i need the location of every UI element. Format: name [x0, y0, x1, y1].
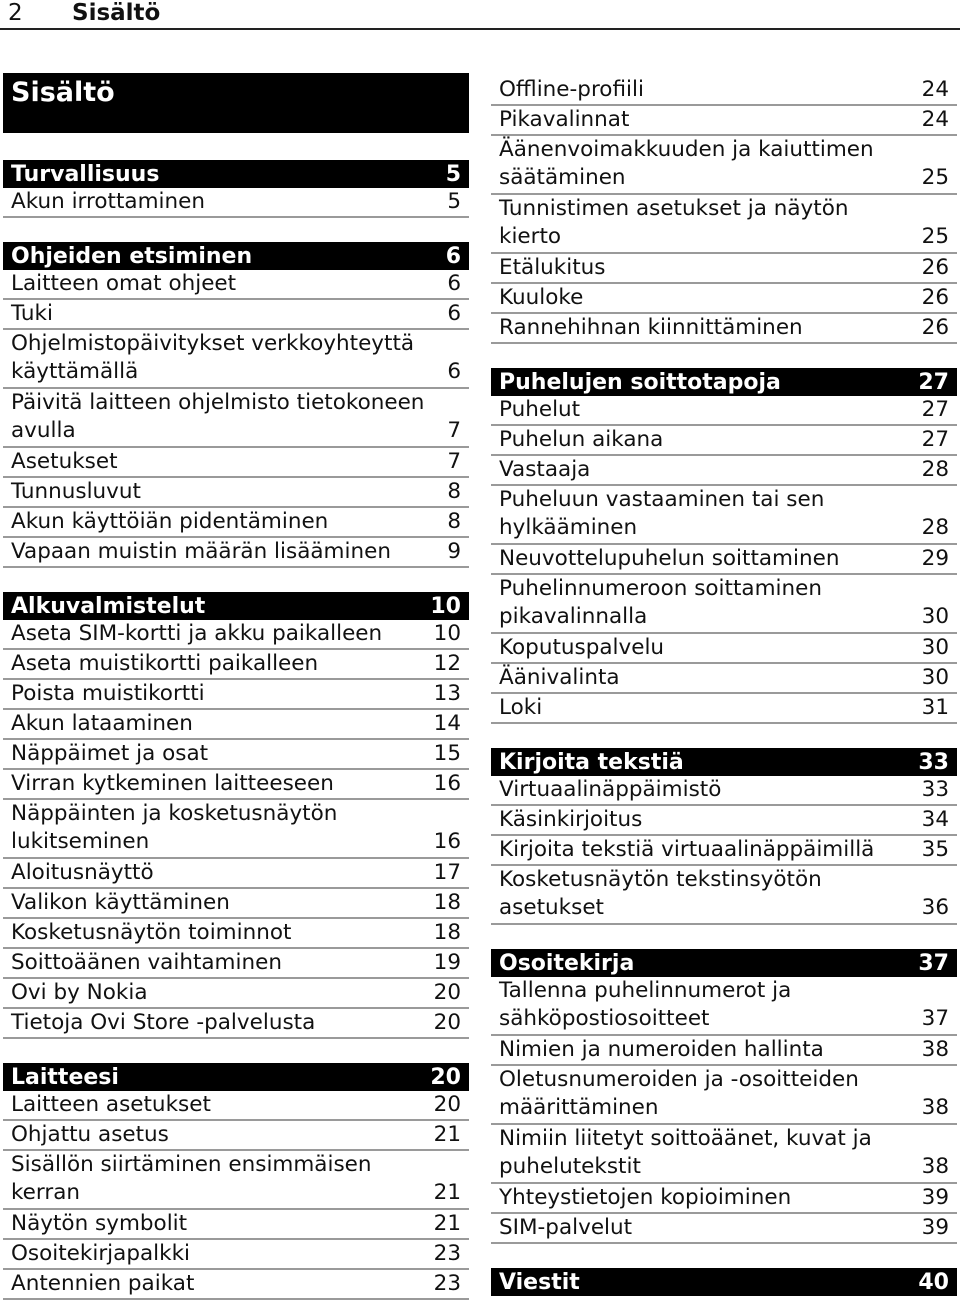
entry-title: Puhelinnumeroon soittaminen	[499, 576, 822, 601]
section-page-number: 6	[445, 243, 461, 269]
entry-page-number: 15	[433, 741, 461, 766]
toc-entry[interactable]	[491, 456, 957, 486]
toc-entry[interactable]	[3, 680, 469, 710]
toc-entry[interactable]	[491, 1066, 957, 1125]
toc-entry[interactable]	[491, 396, 957, 426]
entry-page-number: 38	[921, 1154, 949, 1179]
page-header	[0, 0, 960, 30]
toc-entry[interactable]	[3, 1240, 469, 1270]
entry-title-continued: lukitseminen	[11, 829, 150, 854]
entry-page-number: 6	[447, 301, 461, 326]
entry-title: Asetukset	[11, 449, 118, 474]
toc-entry[interactable]	[3, 270, 469, 300]
section-title: Kirjoita tekstiä	[499, 749, 684, 775]
entry-title-continued: avulla	[11, 418, 76, 443]
entry-title: SIM-palvelut	[499, 1215, 633, 1240]
entry-page-number: 18	[433, 890, 461, 915]
section-heading[interactable]	[491, 748, 957, 776]
entry-page-number: 31	[921, 695, 949, 720]
toc-entry[interactable]	[491, 1184, 957, 1214]
entry-title: Osoitekirjapalkki	[11, 1241, 190, 1266]
entry-page-number: 8	[447, 479, 461, 504]
entry-title-continued: kierto	[499, 224, 562, 249]
toc-entry[interactable]	[3, 389, 469, 448]
entry-page-number: 27	[921, 427, 949, 452]
entry-second-line	[499, 894, 949, 923]
entry-title: Akun käyttöiän pidentäminen	[11, 509, 329, 534]
toc-entry[interactable]	[491, 195, 957, 254]
toc-entry[interactable]	[491, 664, 957, 694]
entry-page-number: 38	[921, 1095, 949, 1120]
entry-page-number: 21	[433, 1122, 461, 1147]
toc-entry[interactable]	[491, 545, 957, 575]
entry-title: Aseta SIM-kortti ja akku paikalleen	[11, 621, 383, 646]
entry-title: Koputuspalvelu	[499, 635, 665, 660]
toc-entry[interactable]	[3, 800, 469, 859]
entry-title-continued: hylkääminen	[499, 515, 638, 540]
toc-entry[interactable]	[491, 634, 957, 664]
entry-title-continued: määrittäminen	[499, 1095, 659, 1120]
section-heading[interactable]	[491, 1268, 957, 1296]
toc-entry[interactable]	[491, 314, 957, 344]
entry-page-number: 14	[433, 711, 461, 736]
entry-page-number: 26	[921, 255, 949, 280]
entry-title: Soittoäänen vaihtaminen	[11, 950, 282, 975]
entry-page-number: 23	[433, 1241, 461, 1266]
section-title: Turvallisuus	[11, 161, 160, 187]
entry-second-line	[499, 1094, 949, 1123]
toc-entry[interactable]	[491, 776, 957, 806]
toc-entry[interactable]	[3, 1151, 469, 1210]
toc-entry[interactable]	[491, 977, 957, 1036]
entry-title-continued: sähköpostiosoitteet	[499, 1006, 710, 1031]
section-title: Puhelujen soittotapoja	[499, 369, 781, 395]
entry-title: Tunnusluvut	[11, 479, 141, 504]
entry-second-line	[499, 603, 949, 632]
section-heading[interactable]	[3, 160, 469, 188]
entry-title: Tallenna puhelinnumerot ja	[499, 978, 792, 1003]
entry-title: Virtuaalinäppäimistö	[499, 777, 722, 802]
entry-page-number: 28	[921, 515, 949, 540]
entry-title: Tunnistimen asetukset ja näytön	[499, 196, 849, 221]
entry-title: Puheluun vastaaminen tai sen	[499, 487, 825, 512]
toc-column-left	[3, 160, 469, 1300]
entry-title: Sisällön siirtäminen ensimmäisen	[11, 1152, 372, 1177]
entry-title: Neuvottelupuhelun soittaminen	[499, 546, 840, 571]
entry-second-line	[11, 358, 461, 387]
section-title: Osoitekirja	[499, 950, 635, 976]
entry-title: Vastaaja	[499, 457, 591, 482]
toc-entry[interactable]	[3, 949, 469, 979]
entry-second-line	[11, 417, 461, 446]
entry-title: Kuuloke	[499, 285, 584, 310]
toc-entry[interactable]	[491, 284, 957, 314]
toc-section	[491, 949, 957, 1244]
entry-page-number: 21	[433, 1211, 461, 1236]
entry-page-number: 33	[921, 777, 949, 802]
entry-page-number: 13	[433, 681, 461, 706]
toc-entry[interactable]	[491, 486, 957, 545]
page-number: 2	[8, 0, 23, 26]
section-heading[interactable]	[3, 1063, 469, 1091]
toc-entry[interactable]	[3, 650, 469, 680]
entry-page-number: 17	[433, 860, 461, 885]
entry-title: Oletusnumeroiden ja -osoitteiden	[499, 1067, 859, 1092]
entry-title: Ovi by Nokia	[11, 980, 148, 1005]
toc-entry[interactable]	[3, 1210, 469, 1240]
entry-second-line	[499, 1153, 949, 1182]
entry-title: Kosketusnäytön tekstinsyötön	[499, 867, 822, 892]
entry-page-number: 21	[433, 1180, 461, 1205]
entry-title: Etälukitus	[499, 255, 606, 280]
entry-page-number: 24	[921, 107, 949, 132]
entry-page-number: 26	[921, 285, 949, 310]
toc-entry[interactable]	[3, 448, 469, 478]
entry-page-number: 30	[921, 604, 949, 629]
entry-page-number: 18	[433, 920, 461, 945]
toc-title: Sisältö	[11, 77, 115, 108]
entry-title: Näytön symbolit	[11, 1211, 188, 1236]
entry-second-line	[11, 1179, 461, 1208]
entry-page-number: 26	[921, 315, 949, 340]
entry-title: Nimien ja numeroiden hallinta	[499, 1037, 824, 1062]
entry-title-continued: pikavalinnalla	[499, 604, 648, 629]
entry-title-continued: kerran	[11, 1180, 81, 1205]
entry-title: Pikavalinnat	[499, 107, 630, 132]
entry-page-number: 6	[447, 271, 461, 296]
entry-page-number: 23	[433, 1271, 461, 1296]
entry-page-number: 10	[433, 621, 461, 646]
entry-page-number: 25	[921, 165, 949, 190]
entry-second-line	[499, 1005, 949, 1034]
section-page-number: 33	[918, 749, 949, 775]
toc-entry[interactable]	[3, 478, 469, 508]
toc-entry[interactable]	[3, 859, 469, 889]
entry-page-number: 7	[447, 449, 461, 474]
entry-title: Loki	[499, 695, 543, 720]
entry-title: Poista muistikortti	[11, 681, 205, 706]
toc-entry[interactable]	[3, 740, 469, 770]
toc-entry[interactable]	[3, 188, 469, 218]
entry-page-number: 20	[433, 1010, 461, 1035]
entry-second-line	[499, 164, 949, 193]
toc-entry[interactable]	[3, 919, 469, 949]
section-page-number: 37	[918, 950, 949, 976]
entry-title: Nimiin liitetyt soittoäänet, kuvat ja	[499, 1126, 872, 1151]
entry-page-number: 37	[921, 1006, 949, 1031]
entry-title: Ohjelmistopäivitykset verkkoyhteyttä	[11, 331, 415, 356]
entry-title: Aloitusnäyttö	[11, 860, 154, 885]
entry-title: Virran kytkeminen laitteeseen	[11, 771, 334, 796]
entry-title-continued: puhelutekstit	[499, 1154, 641, 1179]
entry-title-continued: käyttämällä	[11, 359, 139, 384]
toc-entry[interactable]	[491, 254, 957, 284]
toc-entry[interactable]	[3, 889, 469, 919]
toc-title-bar	[3, 73, 469, 133]
entry-page-number: 7	[447, 418, 461, 443]
entry-title: Kosketusnäytön toiminnot	[11, 920, 292, 945]
toc-entry[interactable]	[491, 836, 957, 866]
entry-page-number: 5	[447, 189, 461, 214]
entry-title-continued: asetukset	[499, 895, 604, 920]
entry-title: Antennien paikat	[11, 1271, 195, 1296]
entry-page-number: 8	[447, 509, 461, 534]
entry-title: Aseta muistikortti paikalleen	[11, 651, 319, 676]
entry-title: Yhteystietojen kopioiminen	[499, 1185, 792, 1210]
entry-page-number: 16	[433, 829, 461, 854]
section-heading[interactable]	[3, 242, 469, 270]
entry-title: Äänenvoimakkuuden ja kaiuttimen	[499, 137, 874, 162]
toc-entry[interactable]	[3, 330, 469, 389]
section-title: Laitteesi	[11, 1064, 119, 1090]
toc-entry[interactable]	[3, 1009, 469, 1039]
toc-section	[3, 592, 469, 1039]
entry-page-number: 30	[921, 665, 949, 690]
entry-page-number: 29	[921, 546, 949, 571]
entry-page-number: 28	[921, 457, 949, 482]
section-title: Viestit	[499, 1269, 580, 1295]
section-page-number: 40	[918, 1269, 949, 1295]
toc-entry[interactable]	[3, 508, 469, 538]
toc-entry[interactable]	[491, 1036, 957, 1066]
toc-entry[interactable]	[3, 1270, 469, 1300]
entry-title: Akun irrottaminen	[11, 189, 205, 214]
entry-page-number: 38	[921, 1037, 949, 1062]
section-heading[interactable]	[491, 368, 957, 396]
entry-title: Vapaan muistin määrän lisääminen	[11, 539, 391, 564]
toc-section	[491, 76, 957, 344]
entry-page-number: 27	[921, 397, 949, 422]
toc-entry[interactable]	[491, 694, 957, 724]
toc-entry[interactable]	[491, 575, 957, 634]
toc-entry[interactable]	[3, 1091, 469, 1121]
entry-title: Akun lataaminen	[11, 711, 193, 736]
entry-page-number: 9	[447, 539, 461, 564]
entry-second-line	[11, 828, 461, 857]
toc-entry[interactable]	[491, 106, 957, 136]
toc-entry[interactable]	[491, 866, 957, 925]
entry-page-number: 39	[921, 1215, 949, 1240]
entry-second-line	[499, 223, 949, 252]
toc-section	[3, 1063, 469, 1300]
toc-entry[interactable]	[3, 979, 469, 1009]
entry-title: Näppäimet ja osat	[11, 741, 209, 766]
toc-entry[interactable]	[3, 538, 469, 568]
section-page-number: 27	[918, 369, 949, 395]
toc-entry[interactable]	[3, 710, 469, 740]
toc-section	[491, 748, 957, 925]
section-title: Ohjeiden etsiminen	[11, 243, 253, 269]
section-page-number: 10	[430, 593, 461, 619]
entry-title: Kirjoita tekstiä virtuaalinäppäimillä	[499, 837, 875, 862]
toc-section	[3, 242, 469, 568]
toc-entry[interactable]	[3, 620, 469, 650]
page-section-label: Sisältö	[72, 0, 161, 26]
entry-title: Tuki	[11, 301, 53, 326]
entry-page-number: 20	[433, 980, 461, 1005]
entry-page-number: 25	[921, 224, 949, 249]
entry-page-number: 34	[921, 807, 949, 832]
entry-title: Näppäinten ja kosketusnäytön	[11, 801, 338, 826]
section-page-number: 5	[445, 161, 461, 187]
entry-title: Laitteen asetukset	[11, 1092, 211, 1117]
toc-entry[interactable]	[491, 1125, 957, 1184]
entry-page-number: 35	[921, 837, 949, 862]
entry-page-number: 6	[447, 359, 461, 384]
toc-entry[interactable]	[3, 1121, 469, 1151]
entry-page-number: 16	[433, 771, 461, 796]
entry-title: Puhelun aikana	[499, 427, 664, 452]
toc-entry[interactable]	[491, 806, 957, 836]
entry-title: Käsinkirjoitus	[499, 807, 643, 832]
entry-title: Äänivalinta	[499, 665, 620, 690]
entry-title: Tietoja Ovi Store -palvelusta	[11, 1010, 316, 1035]
section-title: Alkuvalmistelut	[11, 593, 206, 619]
entry-title: Valikon käyttäminen	[11, 890, 230, 915]
toc-entry[interactable]	[491, 76, 957, 106]
toc-entry[interactable]	[3, 770, 469, 800]
toc-entry[interactable]	[3, 300, 469, 330]
entry-page-number: 19	[433, 950, 461, 975]
toc-section	[491, 368, 957, 724]
entry-title: Rannehihnan kiinnittäminen	[499, 315, 803, 340]
entry-title: Laitteen omat ohjeet	[11, 271, 237, 296]
toc-entry[interactable]	[491, 1214, 957, 1244]
entry-title-continued: säätäminen	[499, 165, 626, 190]
toc-section	[3, 160, 469, 218]
section-page-number: 20	[430, 1064, 461, 1090]
entry-title: Ohjattu asetus	[11, 1122, 169, 1147]
entry-second-line	[499, 514, 949, 543]
entry-page-number: 39	[921, 1185, 949, 1210]
section-heading[interactable]	[491, 949, 957, 977]
entry-page-number: 24	[921, 77, 949, 102]
toc-entry[interactable]	[491, 426, 957, 456]
toc-section	[491, 1268, 957, 1296]
entry-title: Päivitä laitteen ohjelmisto tietokoneen	[11, 390, 425, 415]
entry-title: Offline-profiili	[499, 77, 644, 102]
entry-title: Puhelut	[499, 397, 581, 422]
entry-page-number: 20	[433, 1092, 461, 1117]
entry-page-number: 12	[433, 651, 461, 676]
section-heading[interactable]	[3, 592, 469, 620]
toc-column-right	[491, 76, 957, 1296]
entry-page-number: 30	[921, 635, 949, 660]
toc-entry[interactable]	[491, 136, 957, 195]
entry-page-number: 36	[921, 895, 949, 920]
